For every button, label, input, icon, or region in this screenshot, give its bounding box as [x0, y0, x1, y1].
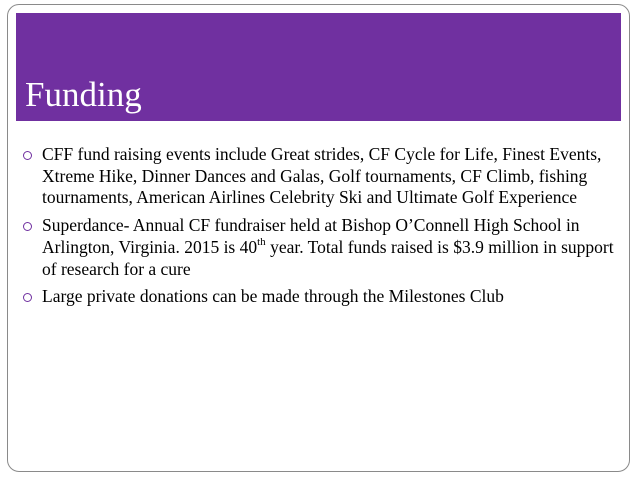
- bullet-text-donations: Large private donations can be made through the Milestones Club: [42, 286, 504, 307]
- bullet-item-superdance: [22, 215, 622, 280]
- bullet-list: [22, 144, 622, 308]
- circle-bullet-icon: [23, 293, 32, 302]
- slide-title: Funding: [25, 75, 142, 114]
- circle-bullet-icon: [23, 151, 32, 160]
- title-bar: [16, 13, 621, 121]
- ordinal-suffix: th: [257, 235, 266, 248]
- bullet-text-superdance-part2: year. Total funds raised is $3.9 million in support of research for a cure: [42, 236, 614, 279]
- bullet-text-superdance-part1: Superdance- Annual CF fundraiser held at Bishop O’Connell High School in Arlington, Virginia. 2015 is 40: [42, 215, 580, 257]
- circle-bullet-icon: [23, 222, 32, 231]
- slide-body: [22, 144, 622, 314]
- bullet-text-events: CFF fund raising events include Great strides, CF Cycle for Life, Finest Events, Xtreme Hike, Dinner Dances and Galas, Golf tournaments, CF Climb, fishing tournaments, American Airlines Celebrity Ski and Ultimate Golf Experience: [42, 144, 602, 208]
- slide: [7, 4, 630, 472]
- bullet-item-donations: [22, 286, 622, 308]
- bullet-item-events: [22, 144, 622, 209]
